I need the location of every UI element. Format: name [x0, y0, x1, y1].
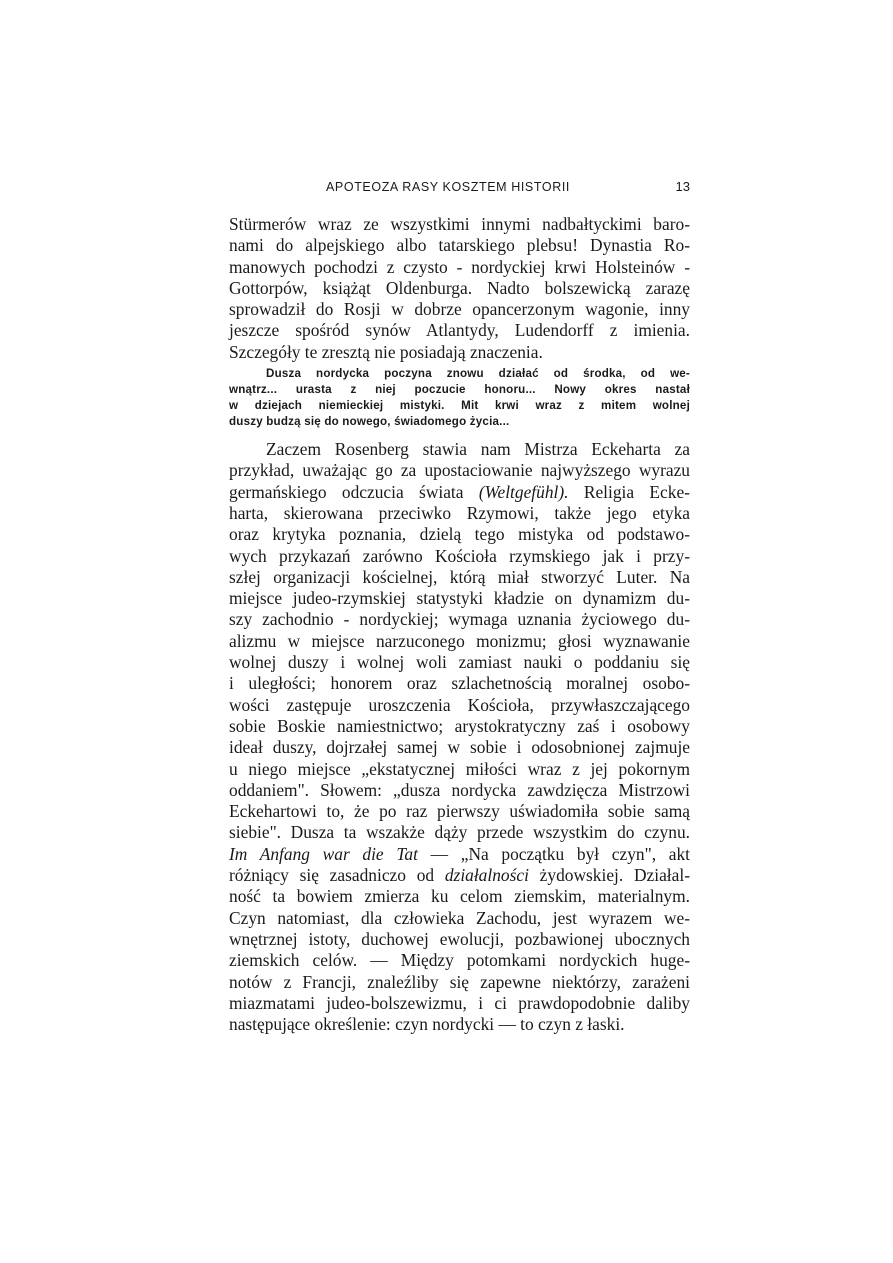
- text-line: oraz krytyka poznania, dzielą tego mistyka od podstawo-: [229, 524, 690, 545]
- italic-term: (Weltgefühl).: [478, 481, 569, 502]
- text-line: [229, 482, 690, 503]
- page-body: [229, 214, 690, 1035]
- text-line: sprowadził do Rosji w dobrze opancerzonym wagonie, inny: [229, 299, 690, 320]
- text-line: oddaniem". Słowem: „dusza nordycka zawdzięcza Mistrzowi: [229, 779, 690, 800]
- text-line: miazmatami judeo-bolszewizmu, i ci prawdopodobnie daliby: [229, 992, 690, 1013]
- quote-line: wnątrz... urasta z niej poczucie honoru... Nowy okres nastał: [229, 383, 690, 397]
- text-line: siebie". Dusza ta wszakże dąży przede wszystkim do czynu.: [229, 822, 690, 843]
- text-line: wości zastępuje uroszczenia Kościoła, przywłaszczającego: [229, 694, 690, 715]
- text-line: [229, 865, 690, 886]
- page-number: 13: [675, 179, 690, 194]
- text-line: Zaczem Rosenberg stawia nam Mistrza Eckeharta za: [266, 439, 690, 460]
- text-line: nami do alpejskiego albo tatarskiego plebsu! Dynastia Ro-: [229, 235, 690, 256]
- text-line: szłej organizacji kościelnej, którą miał stworzyć Luter. Na: [229, 566, 690, 587]
- text-line: ideał duszy, dojrzałej samej w sobie i odosobnionej zajmuje: [229, 737, 690, 758]
- text-segment: żydowskiej. Działal-: [528, 865, 690, 886]
- text-line: manowych pochodzi z czysto - nordyckiej krwi Holsteinów -: [229, 256, 690, 277]
- text-line: Stürmerów wraz ze wszystkimi innymi nadbałtyckimi baro-: [229, 214, 690, 234]
- text-line: [229, 844, 690, 865]
- text-segment: Religia Ecke-: [568, 481, 690, 502]
- text-line: wolnej duszy i wolnej woli zamiast nauki o poddaniu się: [229, 652, 690, 673]
- text-line: wych przykazań zarówno Kościoła rzymskiego jak i przy-: [229, 545, 690, 566]
- running-header-title: APOTEOZA RASY KOSZTEM HISTORII: [326, 180, 570, 194]
- text-line: Eckehartowi to, że po raz pierwszy uświadomiła sobie samą: [229, 801, 690, 822]
- text-line: alizmu w miejsce narzuconego monizmu; głosi wyznawanie: [229, 630, 690, 651]
- text-segment: germańskiego odczucia świata: [229, 481, 479, 502]
- running-header: [229, 177, 690, 197]
- text-line: następujące określenie: czyn nordycki — to czyn z łaski.: [229, 1014, 625, 1035]
- text-line: Czyn natomiast, dla człowieka Zachodu, jest wyrazem we-: [229, 907, 690, 928]
- paragraph-2: [229, 439, 690, 1035]
- text-line: szy zachodnio - nordyckiej; wymaga uznania życiowego du-: [229, 609, 690, 630]
- italic-quote: Im Anfang war die Tat: [229, 843, 418, 864]
- text-segment: różniący się zasadniczo od: [229, 865, 445, 886]
- text-line: notów z Francji, znaleźliby się zapewne niektórzy, zarażeni: [229, 971, 690, 992]
- text-line: ziemskich celów. — Między potomkami nordyckich huge-: [229, 950, 690, 971]
- text-line: sobie Boskie namiestnictwo; arystokratyczny zaś i osobowy: [229, 715, 690, 736]
- text-line: jeszcze spośród synów Atlantydy, Ludendorff z imienia.: [229, 320, 690, 341]
- text-segment: — „Na początku był czyn", akt: [417, 843, 690, 864]
- quote-line: duszy budzą się do nowego, świadomego życia...: [229, 415, 510, 429]
- paragraph-1: [229, 214, 690, 363]
- text-line: i uległości; honorem oraz szlachetnością moralnej osobo-: [229, 673, 690, 694]
- quote-line: w dziejach niemieckiej mistyki. Mit krwi wraz z mitem wolnej: [229, 399, 690, 413]
- text-line: wnętrznej istoty, duchowej ewolucji, pozbawionej ubocznych: [229, 928, 690, 949]
- text-line: u niego miejsce „ekstatycznej miłości wraz z jej pokornym: [229, 758, 690, 779]
- text-line: miejsce judeo-rzymskiej statystyki kładzie on dynamizm du-: [229, 588, 690, 609]
- quote-line: Dusza nordycka poczyna znowu działać od środka, od we-: [266, 367, 690, 381]
- text-line: Gottorpów, książąt Oldenburga. Nadto bolszewicką zarazę: [229, 277, 690, 298]
- italic-term: działalności: [444, 865, 529, 886]
- block-quote: [229, 366, 690, 430]
- text-line: Szczegóły te zresztą nie posiadają znaczenia.: [229, 341, 543, 362]
- text-line: harta, skierowana przeciwko Rzymowi, także jego etyka: [229, 502, 690, 523]
- text-line: ność ta bowiem zmierza ku celom ziemskim, materialnym.: [229, 886, 690, 907]
- text-line: przykład, uważając go za upostaciowanie najwyższego wyrazu: [229, 460, 690, 481]
